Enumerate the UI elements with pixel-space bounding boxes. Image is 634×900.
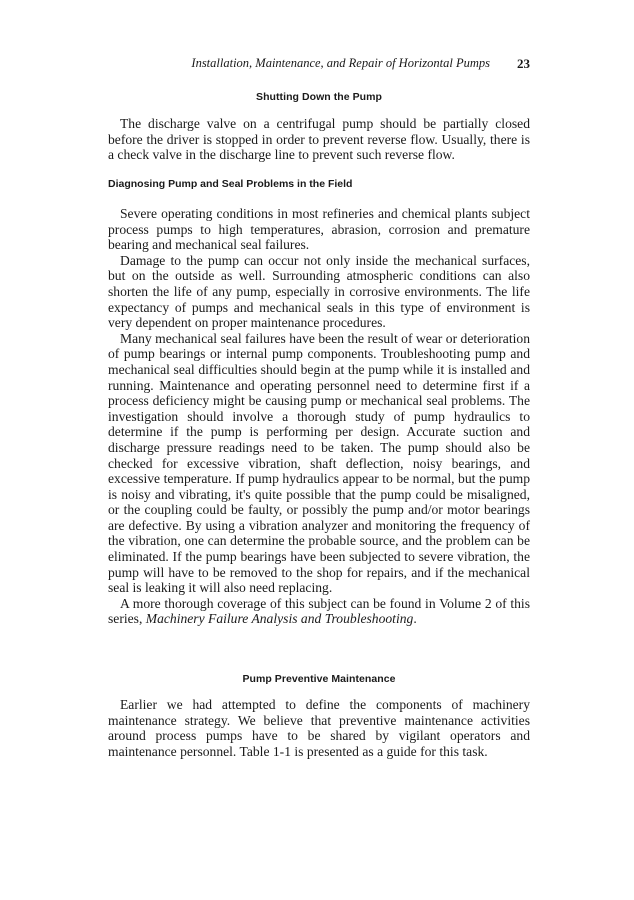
heading-shutting-down: Shutting Down the Pump — [256, 91, 382, 103]
paragraph-closing — [108, 596, 530, 627]
page-number: 23 — [517, 56, 530, 71]
heading-preventive: Pump Preventive Maintenance — [242, 673, 396, 685]
heading-diagnosing: Diagnosing Pump and Seal Problems in the Field — [108, 178, 353, 190]
paragraph: Damage to the pump can occur not only inside the mechanical surfaces, but on the outside as well. Surrounding atmospheric conditions can also shorten the life of any pump, especially in corrosive environments. The life expectancy of pumps and mechanical seals in this type of environment is very dependent on proper maintenance procedures. — [108, 252, 530, 331]
paragraph: The discharge valve on a centrifugal pump should be partially closed before the driver is stopped in order to prevent reverse flow. Usually, there is a check valve in the discharge line to prevent such reverse flow. — [108, 116, 530, 163]
paragraph: Many mechanical seal failures have been the result of wear or deterioration of pump bearings or internal pump components. Troubleshooting pump and mechanical seal difficulties should begin at the pump while it is installed and running. Maintenance and operating personnel need to determine first if a process deficiency might be causing pump or mechanical seal problems. The investigation should involve a thorough study of pump hydraulics to determine if the pump is performing per design. Accurate suction and discharge pressure readings need to be taken. The pump should also be checked for excessive vibration, shaft deflection, noisy bearings, and excessive temperature. If pump hydraulics appear to be normal, but the pump is noisy and vibrating, it's quite possible that the pump could be misaligned, or the coupling could be faulty, or possibly the pump and/or motor bearings are defective. By using a vibration analyzer and monitoring the frequency of the vibration, one can determine the probable source, and the problem can be eliminated. If the pump bearings have been subjected to severe vibration, the pump will have to be removed to the shop for repairs, and if the mechanical seal is leaking it will also need replacing. — [108, 330, 530, 596]
shutdown-body — [108, 116, 530, 163]
closing-end: . — [413, 611, 417, 627]
running-head-title: Installation, Maintenance, and Repair of Horizontal Pumps — [191, 56, 490, 70]
paragraph: Earlier we had attempted to define the components of machinery maintenance strategy. We believe that preventive maintenance activities around process pumps have to be shared by vigilant operators and maintenance personnel. Table 1-1 is presented as a guide for this task. — [108, 697, 530, 759]
closing-text: A more thorough coverage of this subject can be found in Volume 2 of this series, — [108, 595, 530, 627]
preventive-body — [108, 697, 530, 759]
diagnosing-body — [108, 206, 530, 627]
book-title: Machinery Failure Analysis and Troubleshooting — [145, 611, 414, 627]
paragraph: Severe operating conditions in most refineries and chemical plants subject process pumps to high temperatures, abrasion, corrosion and premature bearing and mechanical seal failures. — [108, 206, 530, 253]
running-head — [108, 56, 530, 72]
